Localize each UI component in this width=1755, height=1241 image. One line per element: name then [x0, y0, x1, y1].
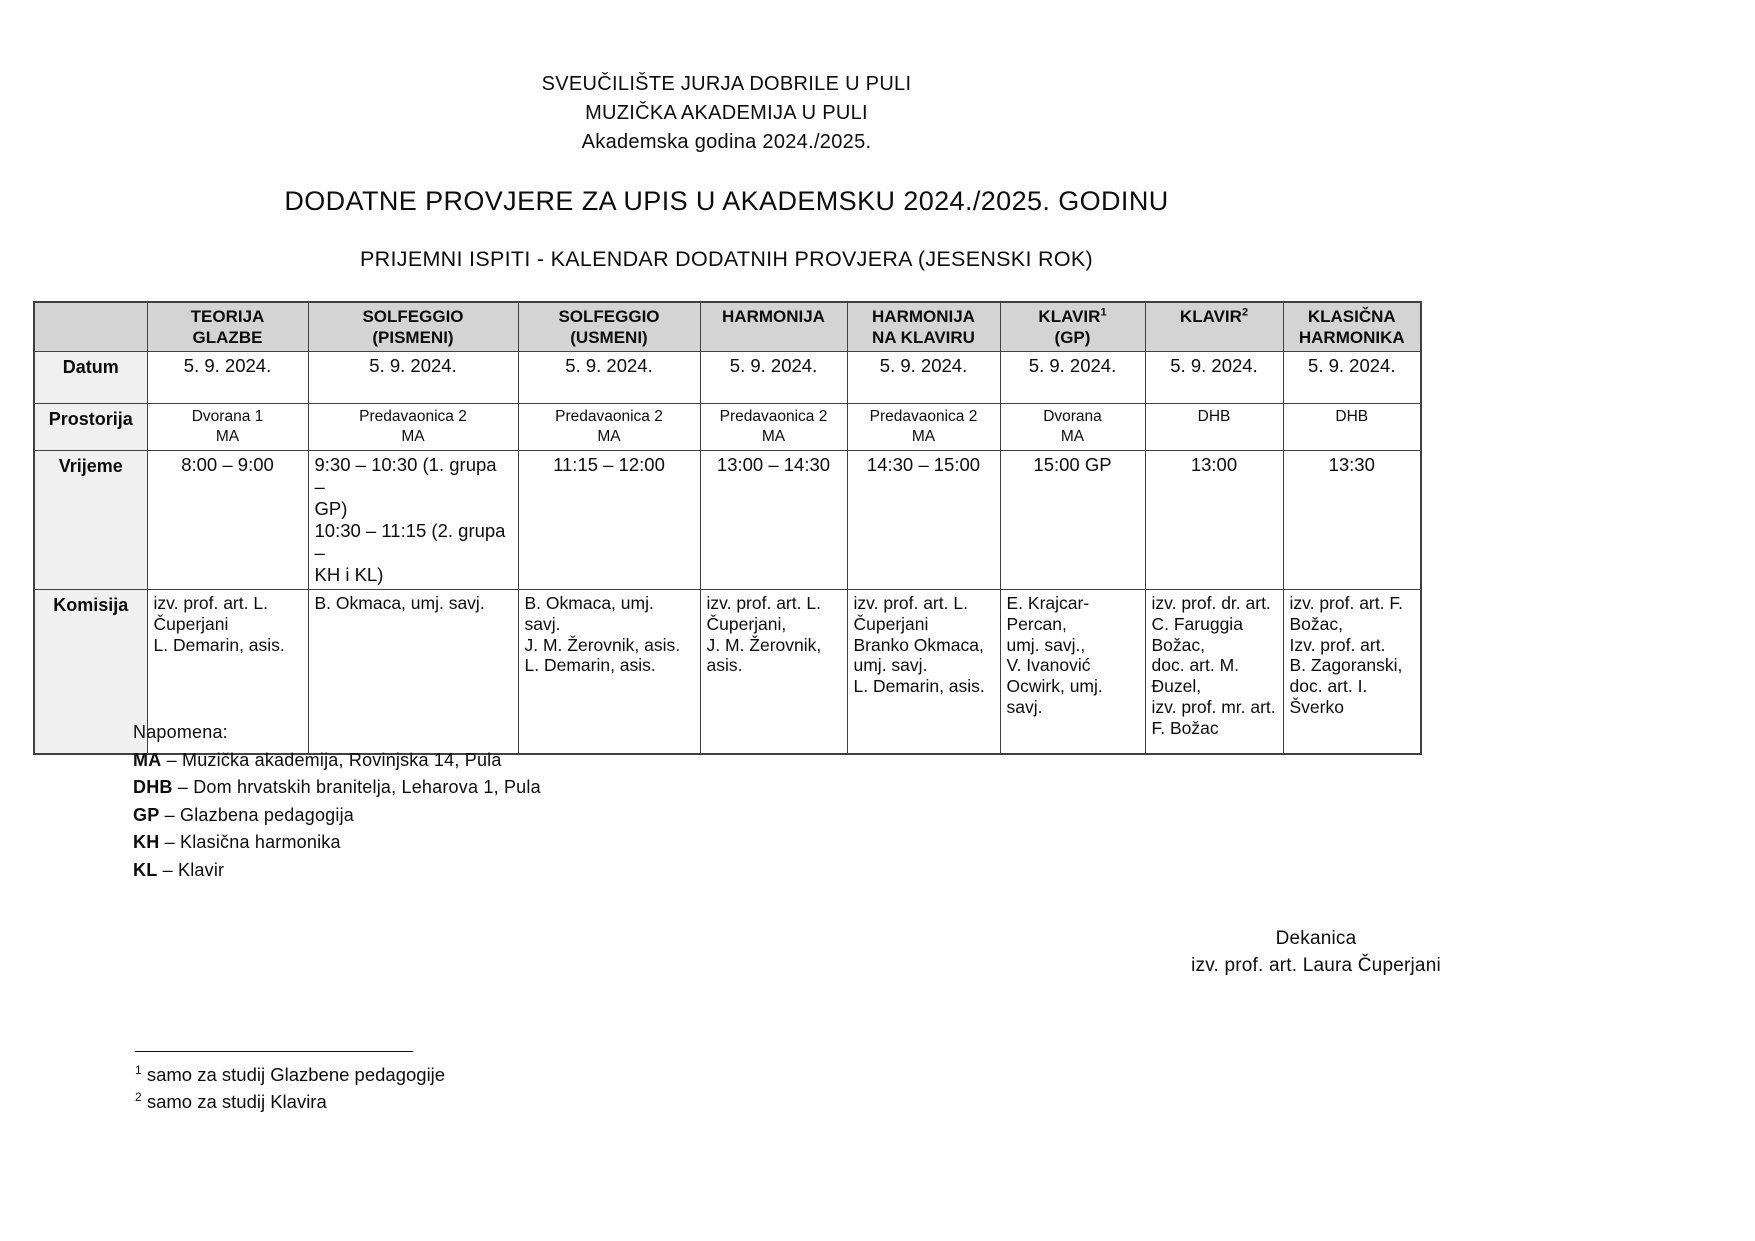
cell-line: MA — [761, 428, 786, 445]
cell-line: MA — [401, 428, 425, 445]
footnote-item: $^2$ samo za studij Klavira — [135, 1089, 327, 1112]
superscript: 2 — [1241, 306, 1249, 319]
header-line: KLASIČNA — [1307, 307, 1396, 326]
cell-datum-klasicna-harmonika: 5. 9. 2024. — [1283, 352, 1421, 404]
table-head — [34, 302, 1421, 352]
cell-line: Čuperjani — [153, 613, 229, 634]
cell-vrijeme-harmonija — [700, 451, 847, 590]
cell-line: J. M. Žerovnik, asis. — [524, 634, 681, 655]
table-header-row — [34, 302, 1421, 352]
cell-datum-solfeggio-usmeni: 5. 9. 2024. — [518, 352, 700, 404]
cell-line: E. Krajcar-Percan, — [1006, 593, 1090, 634]
cell-line: Šverko — [1289, 696, 1344, 717]
table-body — [34, 352, 1421, 754]
header-line: SOLFEGGIO — [558, 307, 660, 326]
document-header — [33, 70, 1420, 157]
cell-line: Predavaonica 2 — [555, 408, 663, 425]
footnote-separator — [135, 1051, 413, 1052]
cell-vrijeme-solfeggio-pismeni — [308, 451, 518, 590]
cell-line: izv. prof. art. F. — [1289, 593, 1403, 613]
cell-komisija-klasicna-harmonika — [1283, 590, 1421, 754]
cell-prostorija-solfeggio-usmeni — [518, 404, 700, 451]
header-line: HARMONIKA — [1298, 328, 1405, 347]
cell-line: izv. prof. art. L. — [706, 593, 821, 613]
cell-datum-klavir: 5. 9. 2024. — [1145, 352, 1283, 404]
cell-line: izv. prof. art. L. — [853, 593, 968, 613]
note-abbr: DHB — [133, 777, 173, 798]
cell-vrijeme-klasicna-harmonika — [1283, 451, 1421, 590]
column-header-teorija-glazbe — [147, 302, 308, 352]
cell-line: 13:00 – 14:30 — [716, 454, 831, 475]
footnotes-list — [135, 1061, 445, 1115]
note-text: – Dom hrvatskih branitelja, Leharova 1, Pula — [172, 777, 541, 798]
note-item — [133, 857, 541, 885]
header-line: TEORIJA — [190, 307, 265, 326]
column-header-klavir — [1145, 302, 1283, 352]
schedule-table — [33, 301, 1422, 755]
cell-line: 8:00 – 9:00 — [181, 454, 274, 475]
cell-line: L. Demarin, asis. — [524, 655, 656, 676]
cell-line: Izv. prof. art. — [1289, 634, 1386, 655]
cell-vrijeme-klavir-gp — [1000, 451, 1145, 590]
cell-datum-teorija-glazbe: 5. 9. 2024. — [147, 352, 308, 404]
cell-line: L. Demarin, asis. — [853, 676, 985, 697]
cell-line: B. Okmaca, umj. savj. — [524, 593, 654, 634]
cell-line: C. Faruggia — [1151, 613, 1243, 634]
academy-name: MUZIČKA AKADEMIJA U PULI — [585, 102, 868, 124]
cell-line: Božac, — [1151, 634, 1205, 655]
note-item — [133, 829, 541, 857]
column-header-harmonija — [700, 302, 847, 352]
cell-line: 14:30 – 15:00 — [866, 454, 981, 475]
cell-prostorija-harmonija-na-klaviru — [847, 404, 1000, 451]
header-line: KLAVIR$^2$ — [1179, 306, 1249, 326]
note-text: – Glazbena pedagogija — [159, 804, 354, 825]
cell-prostorija-harmonija — [700, 404, 847, 451]
table-row-vrijeme — [34, 451, 1421, 590]
cell-komisija-harmonija-na-klaviru — [847, 590, 1000, 754]
cell-vrijeme-solfeggio-usmeni — [518, 451, 700, 590]
cell-komisija-harmonija — [700, 590, 847, 754]
row-label-prostorija: Prostorija — [34, 404, 147, 451]
note-abbr: GP — [133, 804, 160, 825]
cell-line: J. M. Žerovnik, — [706, 634, 822, 655]
document-title: DODATNE PROVJERE ZA UPIS U AKADEMSKU 2024./2025. GODINU — [284, 186, 1169, 216]
cell-line: KH i KL) — [314, 564, 384, 585]
header-line: SOLFEGGIO — [362, 307, 464, 326]
column-header-klasicna-harmonika — [1283, 302, 1421, 352]
cell-line: Predavaonica 2 — [719, 408, 828, 425]
note-item — [133, 774, 541, 802]
cell-line: izv. prof. art. L. — [153, 593, 268, 613]
note-abbr: MA — [133, 749, 162, 770]
cell-line: doc. art. I. — [1289, 676, 1368, 697]
column-header-harmonija-na-klaviru — [847, 302, 1000, 352]
cell-prostorija-klasicna-harmonika — [1283, 404, 1421, 451]
notes-list — [133, 747, 541, 885]
cell-prostorija-solfeggio-pismeni — [308, 404, 518, 451]
cell-datum-solfeggio-pismeni: 5. 9. 2024. — [308, 352, 518, 404]
cell-line: B. Zagoranski, — [1289, 655, 1403, 676]
footnote-number: 1 — [135, 1062, 142, 1077]
academic-year: Akademska godina 2024./2025. — [581, 131, 872, 153]
cell-line: Dvorana — [1043, 408, 1102, 425]
column-header-solfeggio-pismeni — [308, 302, 518, 352]
cell-datum-harmonija-na-klaviru: 5. 9. 2024. — [847, 352, 1000, 404]
cell-line: umj. savj. — [853, 655, 928, 676]
cell-line: Čuperjani — [853, 613, 929, 634]
note-text: – Klasična harmonika — [159, 832, 341, 853]
cell-line: Predavaonica 2 — [869, 408, 978, 425]
note-abbr: KH — [133, 832, 160, 853]
cell-vrijeme-klavir — [1145, 451, 1283, 590]
cell-line: Ocwirk, umj. savj. — [1006, 676, 1103, 717]
cell-line: doc. art. M. — [1151, 655, 1240, 676]
header-line: (GP) — [1054, 328, 1091, 347]
cell-line: GP) — [314, 498, 348, 519]
cell-line: DHB — [1335, 408, 1369, 425]
row-label-vrijeme: Vrijeme — [34, 451, 147, 590]
cell-vrijeme-teorija-glazbe — [147, 451, 308, 590]
signature-role: Dekanica — [1275, 928, 1357, 949]
cell-prostorija-teorija-glazbe — [147, 404, 308, 451]
notes-label: Napomena: — [133, 722, 228, 742]
cell-line: Dvorana 1 — [191, 408, 264, 425]
footnotes-section — [135, 1051, 445, 1115]
cell-line: 15:00 GP — [1033, 454, 1112, 475]
note-abbr: KL — [133, 859, 158, 880]
cell-line: MA — [597, 428, 621, 445]
notes-section — [133, 719, 541, 885]
cell-line: 13:30 — [1328, 454, 1375, 475]
column-header-klavir-gp — [1000, 302, 1145, 352]
cell-line: MA — [911, 428, 936, 445]
table-row-prostorija — [34, 404, 1421, 451]
header-line: HARMONIJA — [872, 307, 975, 326]
footnote-number: 2 — [135, 1089, 142, 1104]
university-name: SVEUČILIŠTE JURJA DOBRILE U PULI — [541, 73, 912, 95]
cell-line: izv. prof. mr. art. — [1151, 696, 1276, 717]
cell-vrijeme-harmonija-na-klaviru — [847, 451, 1000, 590]
cell-datum-harmonija: 5. 9. 2024. — [700, 352, 847, 404]
footnote-item: $^1$ samo za studij Glazbene pedagogije — [135, 1062, 446, 1085]
cell-line: 9:30 – 10:30 (1. grupa – — [314, 454, 497, 497]
signature-name: izv. prof. art. Laura Čuperjani — [1191, 955, 1441, 976]
superscript: 1 — [1100, 306, 1107, 319]
cell-line: Đuzel, — [1151, 676, 1202, 697]
cell-line: 10:30 – 11:15 (2. grupa – — [314, 520, 506, 563]
cell-line: MA — [215, 428, 240, 445]
header-line: (PISMENI) — [372, 328, 454, 347]
cell-line: Božac, — [1289, 613, 1343, 634]
cell-line: Predavaonica 2 — [359, 408, 467, 425]
header-line: NA KLAVIRU — [872, 328, 975, 347]
cell-komisija-klavir — [1145, 590, 1283, 754]
cell-line: MA — [1060, 428, 1085, 445]
cell-line: F. Božac — [1151, 717, 1219, 738]
header-line: KLAVIR$^1$ — [1038, 306, 1107, 326]
header-line: HARMONIJA — [722, 307, 825, 326]
note-text: – Klavir — [157, 859, 225, 880]
document-subtitle: PRIJEMNI ISPITI - KALENDAR DODATNIH PROVJERA (JESENSKI ROK) — [360, 247, 1093, 271]
column-header-solfeggio-usmeni — [518, 302, 700, 352]
cell-datum-klavir-gp: 5. 9. 2024. — [1000, 352, 1145, 404]
cell-line: 11:15 – 12:00 — [553, 454, 665, 475]
cell-prostorija-klavir-gp — [1000, 404, 1145, 451]
header-line: (USMENI) — [570, 328, 648, 347]
cell-line: Čuperjani, — [706, 613, 787, 634]
cell-line: izv. prof. dr. art. — [1151, 593, 1271, 613]
row-label-datum: Datum — [34, 352, 147, 404]
cell-line: Branko Okmaca, — [853, 634, 984, 655]
cell-line: L. Demarin, asis. — [153, 634, 285, 655]
cell-komisija-solfeggio-usmeni — [518, 590, 700, 754]
signature-block — [1100, 925, 1532, 979]
header-line: GLAZBE — [192, 328, 263, 347]
note-item — [133, 802, 541, 830]
note-item — [133, 747, 541, 775]
cell-line: 13:00 — [1190, 454, 1238, 475]
cell-line: V. Ivanović — [1006, 655, 1091, 676]
note-text: – Muzička akademija, Rovinjska 14, Pula — [161, 749, 502, 770]
cell-line: asis. — [706, 655, 743, 676]
cell-prostorija-klavir — [1145, 404, 1283, 451]
cell-line: B. Okmaca, umj. savj. — [314, 593, 485, 613]
table-row-datum — [34, 352, 1421, 404]
row-label-komisija: Komisija — [34, 590, 147, 754]
cell-line: DHB — [1197, 408, 1231, 425]
cell-komisija-klavir-gp — [1000, 590, 1145, 754]
cell-line: umj. savj., — [1006, 634, 1086, 655]
corner-cell — [34, 302, 147, 352]
